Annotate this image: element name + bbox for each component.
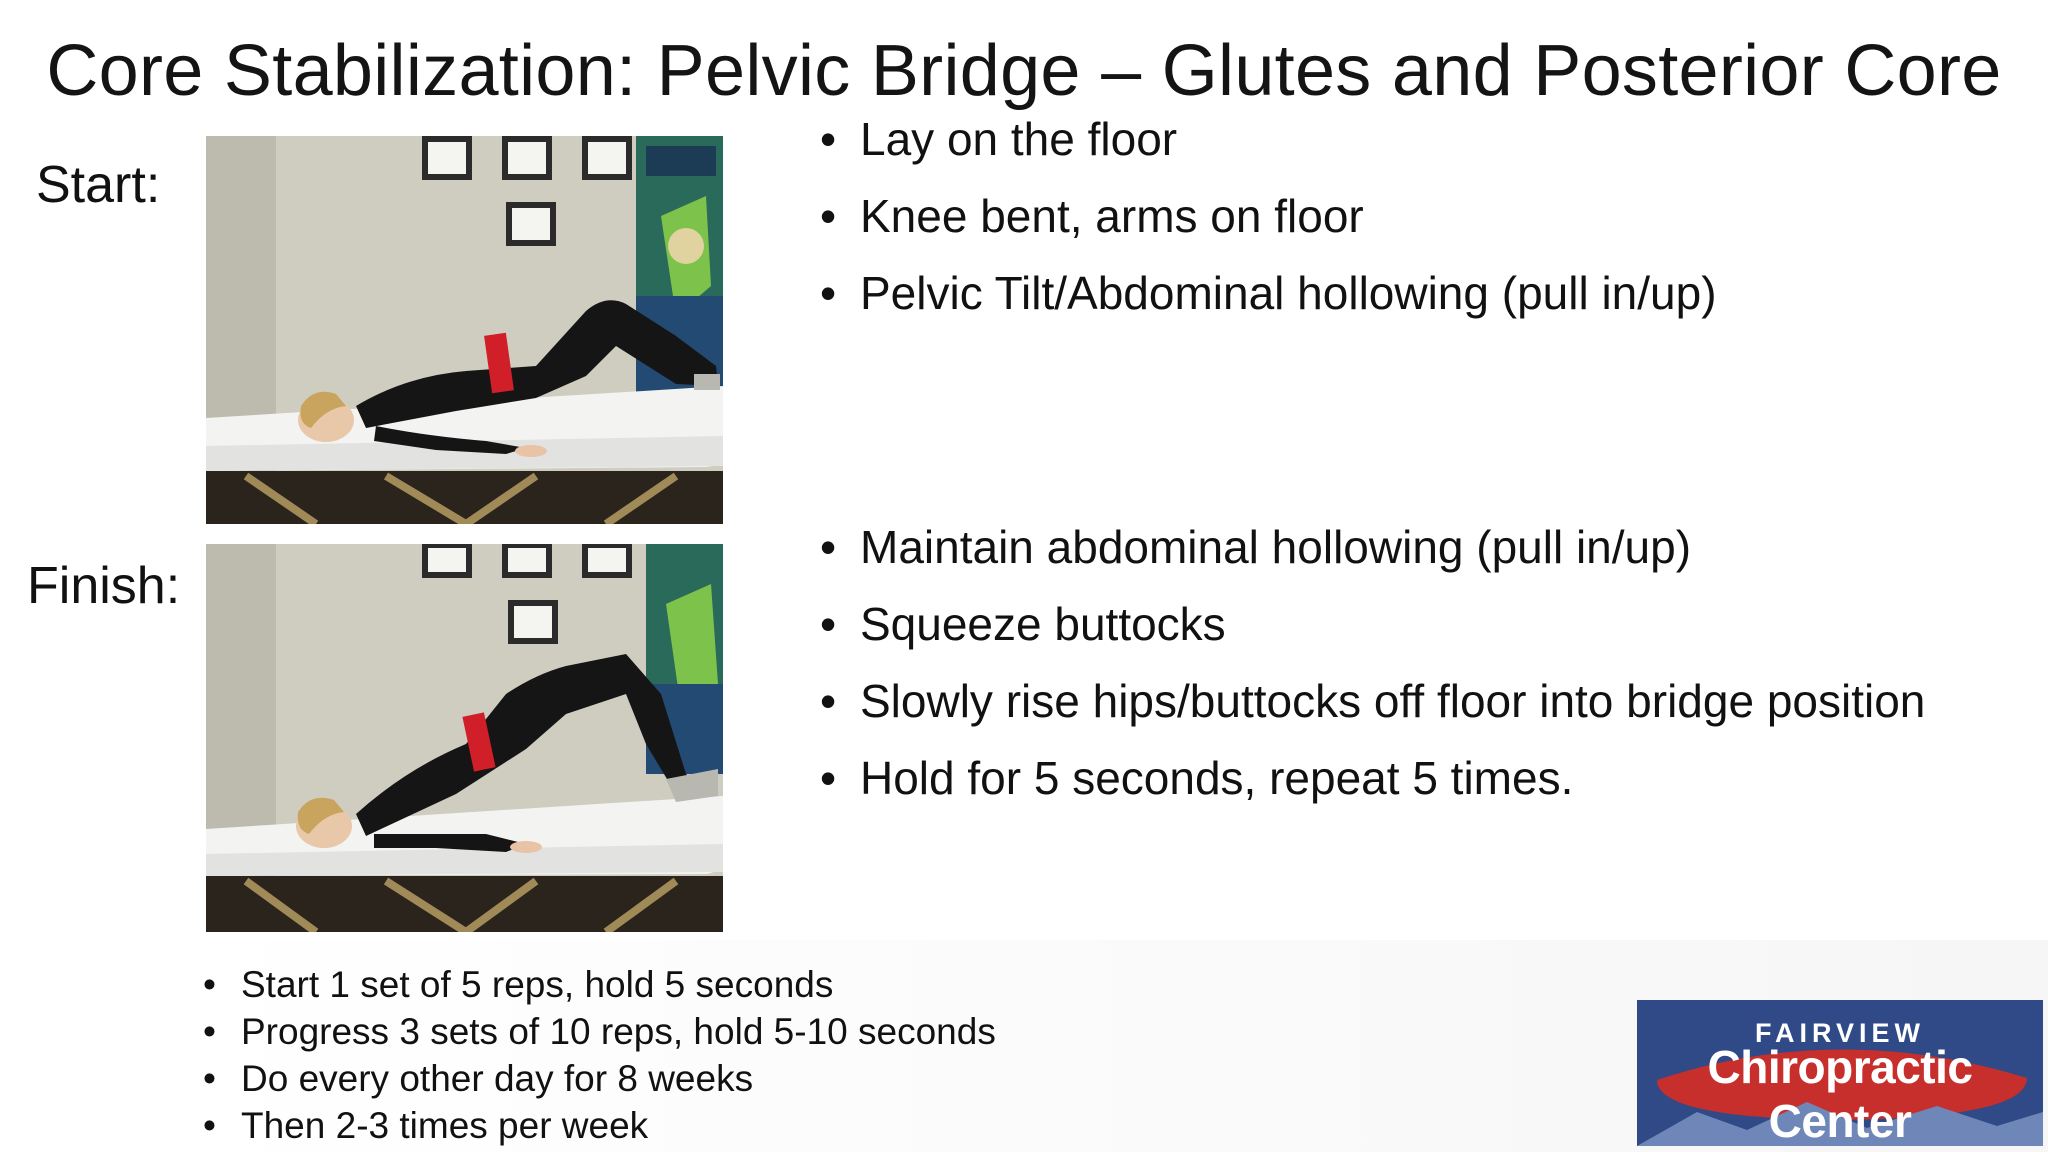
list-item: • Squeeze buttocks bbox=[820, 597, 1925, 674]
logo-line-2: Chiropractic Center bbox=[1707, 1041, 1973, 1146]
list-item: • Slowly rise hips/buttocks off floor into bridge position bbox=[820, 674, 1925, 751]
list-item: • Start 1 set of 5 reps, hold 5 seconds bbox=[203, 962, 996, 1009]
slide-title: Core Stabilization: Pelvic Bridge – Glutes and Posterior Core bbox=[46, 31, 2002, 111]
fairview-chiropractic-logo bbox=[1637, 1000, 2043, 1146]
list-item: • Lay on the floor bbox=[820, 112, 1717, 189]
logo-line-1: FAIRVIEW bbox=[1754, 1018, 1926, 1048]
list-item: • Knee bent, arms on floor bbox=[820, 189, 1717, 266]
list-item: • Progress 3 sets of 10 reps, hold 5-10 seconds bbox=[203, 1009, 996, 1056]
finish-position-photo bbox=[206, 544, 723, 932]
start-position-photo bbox=[206, 136, 723, 524]
start-instructions-list bbox=[820, 112, 1717, 343]
list-item: • Hold for 5 seconds, repeat 5 times. bbox=[820, 751, 1925, 828]
finish-instructions-list bbox=[820, 520, 1925, 828]
list-item: • Pelvic Tilt/Abdominal hollowing (pull in/up) bbox=[820, 266, 1717, 343]
program-schedule-list bbox=[203, 962, 996, 1150]
finish-label: Finish: bbox=[27, 557, 181, 615]
list-item: • Then 2-3 times per week bbox=[203, 1103, 996, 1150]
list-item: • Do every other day for 8 weeks bbox=[203, 1056, 996, 1103]
list-item: • Maintain abdominal hollowing (pull in/up) bbox=[820, 520, 1925, 597]
start-label: Start: bbox=[36, 156, 161, 214]
